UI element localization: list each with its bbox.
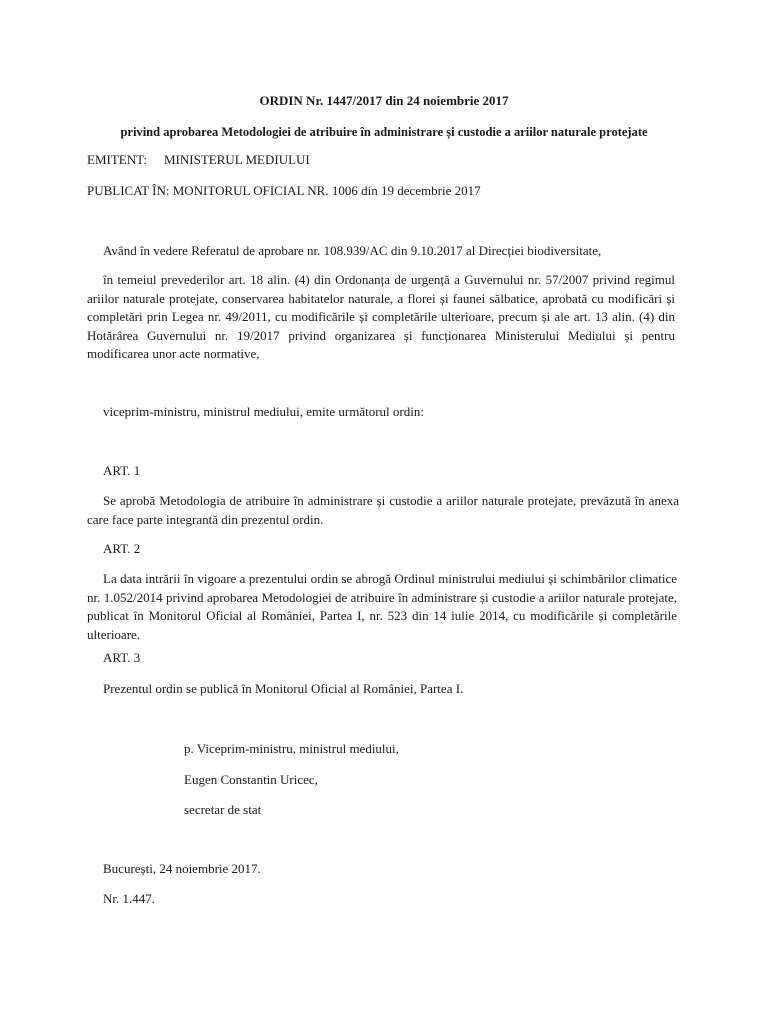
document-title: ORDIN Nr. 1447/2017 din 24 noiembrie 2017 <box>259 93 509 108</box>
article-1-text: Se aprobă Metodologia de atribuire în administrare și custodie a ariilor naturale protejate, prevăzută în anexa care face parte integrantă din prezentul ordin. <box>87 493 679 527</box>
document-number: Nr. 1.447. <box>103 891 155 906</box>
signature-title: p. Viceprim-ministru, ministrul mediului, <box>184 741 399 756</box>
article-3-heading: ART. 3 <box>103 650 141 665</box>
document-subtitle: privind aprobarea Metodologiei de atribuire în administrare și custodie a ariilor naturale protejate <box>120 125 648 139</box>
preamble-legal-basis: în temeiul prevederilor art. 18 alin. (4) din Ordonanța de urgență a Guvernului nr. 57/2007 privind regimul ariilor naturale protejate, conservarea habitatelor naturale, a florei și faunei sălbatice, aprobată cu modificări și completări prin Legea nr. 49/2011, cu modificările și completările ulterioare, precum și ale art. 13 alin. (4) din Hotărârea Guvernului nr. 19/2017 privind organizarea și funcționarea Ministerului Mediului și pentru modificarea unor acte normative, <box>87 272 675 361</box>
article-3-text: Prezentul ordin se publică în Monitorul Oficial al României, Partea I. <box>103 681 464 696</box>
preamble-referat: Având în vedere Referatul de aprobare nr. 108.939/AC din 9.10.2017 al Direcției biodiversitate, <box>103 243 602 258</box>
article-1-heading: ART. 1 <box>103 463 141 478</box>
signature-role: secretar de stat <box>184 802 262 817</box>
place-date: București, 24 noiembrie 2017. <box>103 861 261 876</box>
emitter-value: MINISTERUL MEDIULUI <box>164 152 310 167</box>
article-2-heading: ART. 2 <box>103 541 141 556</box>
signature-name: Eugen Constantin Uricec, <box>184 772 318 787</box>
publication-info: PUBLICAT ÎN: MONITORUL OFICIAL NR. 1006 din 19 decembrie 2017 <box>87 183 481 198</box>
emitter-label: EMITENT: <box>87 152 148 167</box>
article-2-text: La data intrării în vigoare a prezentului ordin se abrogă Ordinul ministrului mediului și schimbărilor climatice nr. 1.052/2014 privind aprobarea Metodologiei de atribuire în administrare și custodie a ariilor naturale protejate, publicat în Monitorul Oficial al României, Partea I, nr. 523 din 14 iulie 2014, cu modificările și completările ulterioare. <box>87 571 677 642</box>
issuer-line: viceprim-ministru, ministrul mediului, emite următorul ordin: <box>103 404 424 419</box>
